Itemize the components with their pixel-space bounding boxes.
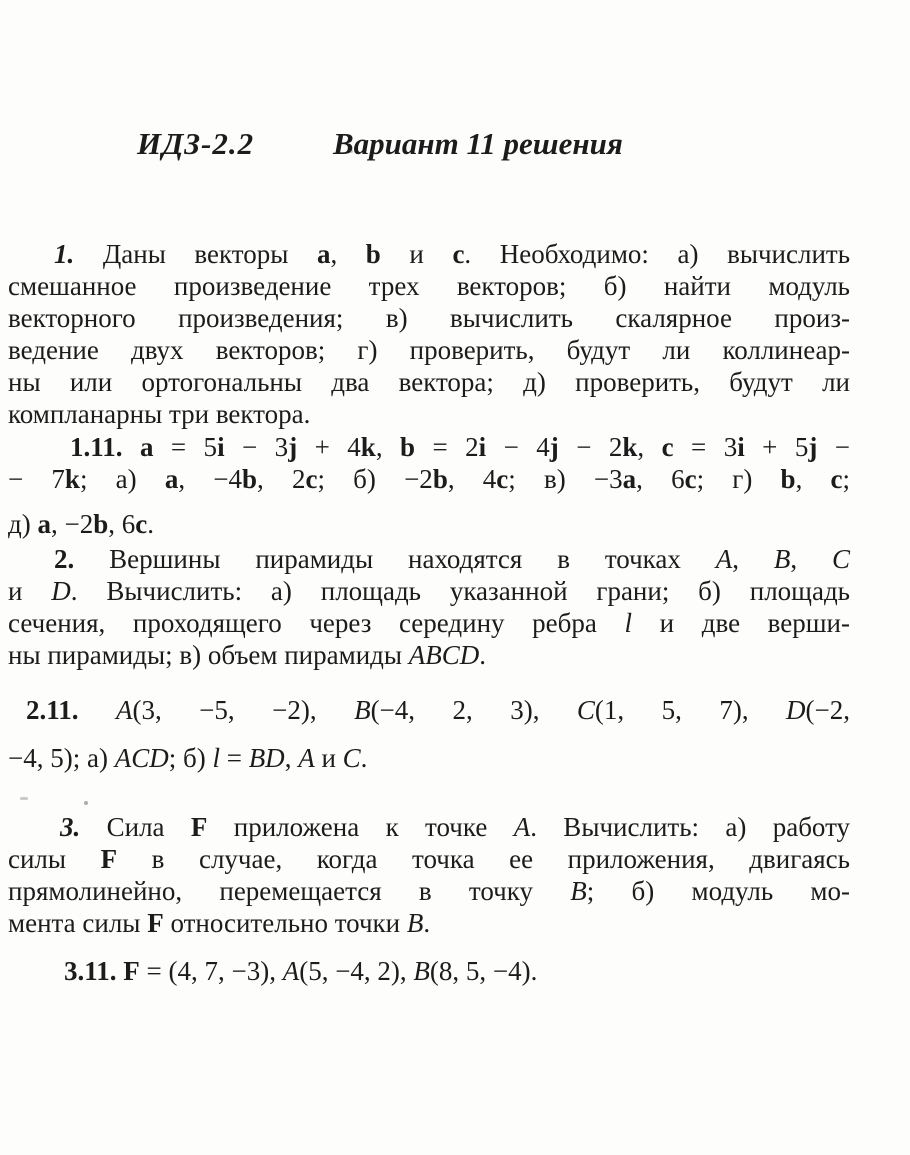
text-line: 1. Даны векторы a, b и c. Необходимо: а) вычислить — [54, 239, 851, 269]
problem-2-data — [8, 694, 850, 774]
text-line: ны или ортогональны два вектора; д) проверить, будут ли — [8, 367, 850, 397]
text-line: д) a, −2b, 6c. — [8, 509, 154, 539]
text-line: смешанное произведение трех векторов; б) найти модуль — [8, 271, 850, 301]
text-line: 1.11. a = 5i − 3j + 4k, b = 2i − 4j − 2k, c = 3i + 5j − — [70, 432, 850, 462]
text-line: мента силы F относительно точки B. — [8, 908, 431, 938]
text-line: −4, 5); а) ACD; б) l = BD, A и C. — [8, 743, 368, 773]
problem-3-data — [8, 955, 850, 987]
document-header — [0, 126, 910, 166]
assignment-code: ИДЗ-2.2 — [137, 126, 255, 161]
text-line: силы F в случае, когда точка ее приложения, двигаясь — [8, 844, 850, 874]
problem-2-statement — [8, 543, 850, 671]
text-line: − 7k; а) a, −4b, 2c; б) −2b, 4c; в) −3a, 6c; г) b, c; — [8, 464, 851, 494]
problem-3-statement — [8, 811, 850, 939]
text-line: прямолинейно, перемещается в точку B; б) модуль мо- — [8, 876, 850, 906]
scan-speck — [350, 150, 353, 153]
text-line: 2. Вершины пирамиды находятся в точках A, B, C — [54, 544, 851, 574]
text-line: и D. Вычислить: а) площадь указанной грани; б) площадь — [8, 576, 850, 606]
problem-1-statement — [8, 238, 850, 430]
text-line: ведение двух векторов; г) проверить, будут ли коллинеар- — [8, 335, 850, 365]
text-line: векторного произведения; в) вычислить скалярное произ- — [8, 303, 850, 333]
scan-speck — [84, 801, 88, 805]
text-line: ны пирамиды; в) объем пирамиды ABCD. — [8, 640, 487, 670]
variant-title: Вариант 11 решения — [333, 126, 623, 161]
text-line: компланарны три вектора. — [8, 399, 311, 429]
problem-1-data — [8, 431, 850, 540]
text-line: 3.11. F = (4, 7, −3), A(5, −4, 2), B(8, 5, −4). — [64, 956, 538, 986]
text-line: сечения, проходящего через середину ребра l и две верши- — [8, 608, 850, 638]
scan-speck — [20, 797, 28, 800]
text-line: 3. Сила F приложена к точке A. Вычислить: а) работу — [60, 812, 851, 842]
text-line: 2.11. A(3, −5, −2), B(−4, 2, 3), C(1, 5, 7), D(−2, — [26, 695, 851, 725]
